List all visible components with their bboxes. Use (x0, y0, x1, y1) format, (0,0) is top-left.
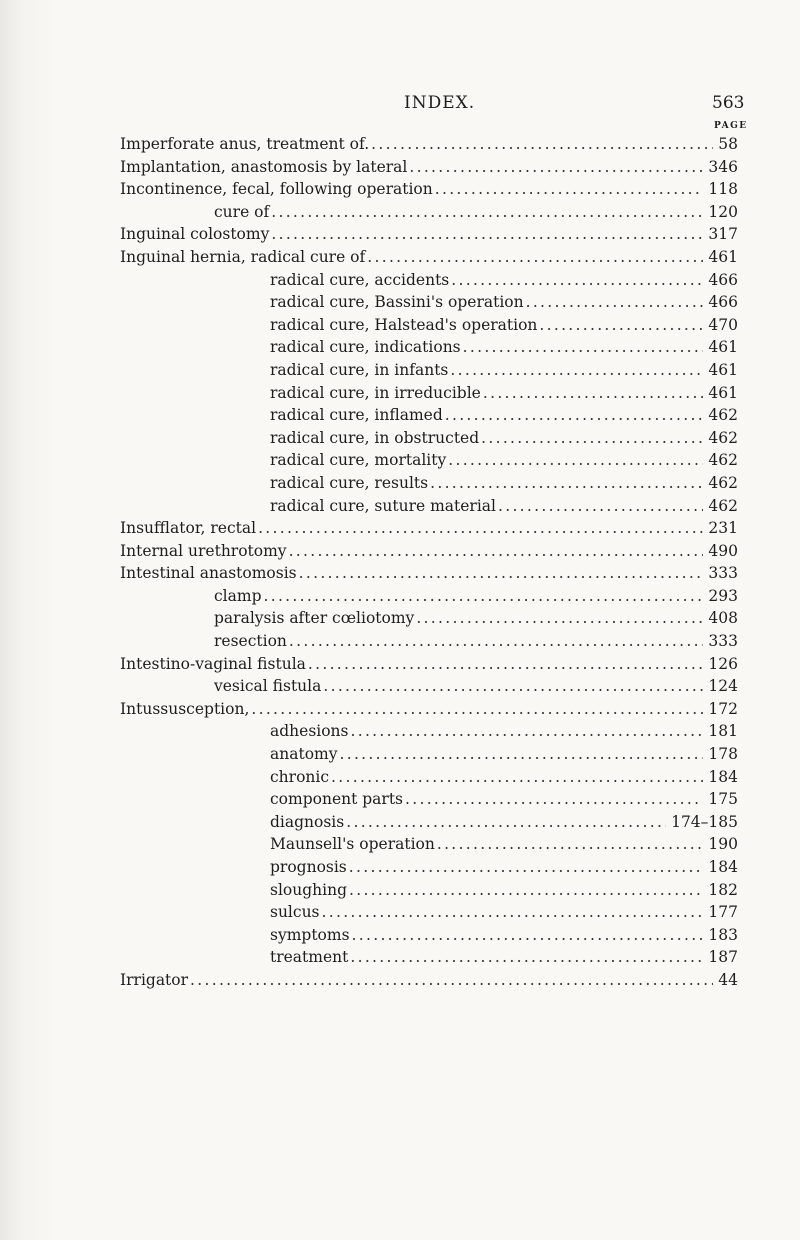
entry-page-number: 181 (708, 722, 738, 741)
entry-page-number: 120 (708, 202, 738, 221)
index-entry (120, 698, 738, 721)
entry-page-number: 184 (708, 767, 738, 786)
entry-page-number: 187 (708, 948, 738, 967)
entry-label: vesical fistula (214, 677, 322, 696)
dot-leader (371, 133, 713, 156)
entry-label: radical cure, suture material (270, 496, 496, 515)
entry-label: symptoms (270, 925, 350, 944)
index-entry (120, 720, 738, 743)
entry-page-number: 178 (708, 745, 738, 764)
entry-label: diagnosis (270, 812, 345, 831)
entry-label: clamp (214, 586, 262, 605)
entry-label: prognosis (270, 858, 347, 876)
entry-page-number: 462 (708, 473, 738, 492)
index-entry (120, 314, 738, 337)
entry-page-number: 124 (708, 677, 738, 696)
entry-label: radical cure, Halstead's operation (270, 315, 538, 334)
dot-leader (451, 269, 703, 292)
page-header (0, 93, 800, 119)
entry-page-number: 490 (708, 541, 738, 560)
index-entry (120, 675, 738, 698)
entry-page-number: 466 (708, 270, 738, 289)
entry-page-number: 461 (708, 247, 738, 266)
entry-label: Irrigator (120, 970, 189, 989)
entry-page-number: 462 (708, 428, 738, 447)
dot-leader (299, 562, 704, 585)
entry-label: radical cure, mortality (270, 451, 447, 470)
dot-leader (448, 449, 703, 472)
dot-leader (483, 382, 704, 405)
index-entry (120, 585, 738, 608)
running-title: INDEX. (404, 93, 476, 113)
index-entry (120, 449, 738, 472)
dot-leader (251, 698, 703, 721)
index-entry (120, 517, 738, 540)
index-entry (120, 291, 738, 314)
entry-page-number: 190 (708, 835, 738, 854)
entry-page-number: 177 (708, 903, 738, 922)
entry-label: anatomy (270, 745, 338, 764)
index-entry (120, 472, 738, 495)
dot-leader (271, 223, 703, 246)
dot-leader (351, 720, 704, 743)
index-entry (120, 766, 738, 789)
entry-label: Inguinal hernia, radical cure of (120, 247, 366, 266)
dot-leader (258, 517, 703, 540)
entry-page-number: 182 (708, 880, 738, 899)
entry-page-number: 44 (718, 970, 738, 989)
index-entry (120, 630, 738, 653)
entry-label: Incontinence, fecal, following operation (120, 180, 433, 199)
index-entry (120, 246, 738, 269)
dot-leader (463, 336, 704, 359)
dot-leader (450, 359, 703, 382)
dot-leader (289, 630, 704, 653)
entry-label: paralysis after cœliotomy (214, 609, 415, 628)
entry-page-number: 461 (708, 338, 738, 357)
entry-page-number: 466 (708, 293, 738, 312)
dot-leader (481, 427, 703, 450)
entry-page-number: 408 (708, 609, 738, 628)
dot-leader (349, 879, 703, 902)
dot-leader (346, 811, 666, 834)
entry-label: sloughing (270, 880, 347, 899)
entry-label: Maunsell's operation (270, 835, 435, 854)
index-entry (120, 359, 738, 382)
entry-label: Intestinal anastomosis (120, 564, 297, 583)
index-entry (120, 540, 738, 563)
page-number: 563 (712, 93, 745, 113)
entry-page-number: 118 (708, 180, 738, 199)
entry-label: radical cure, in infants (270, 360, 449, 379)
dot-leader (367, 246, 703, 269)
index-entry (120, 201, 738, 224)
entry-page-number: 333 (708, 564, 738, 583)
entry-label: treatment (270, 948, 349, 967)
entry-page-number: 126 (708, 654, 738, 673)
entry-page-number: 461 (708, 360, 738, 379)
entry-label: radical cure, Bassini's operation (270, 293, 524, 312)
index-entry (120, 788, 738, 811)
index-entry (120, 653, 738, 676)
dot-leader (435, 178, 704, 201)
index-entry (120, 404, 738, 427)
index-entry (120, 269, 738, 292)
dot-leader (350, 946, 703, 969)
dot-leader (339, 743, 703, 766)
index-entries (120, 133, 738, 992)
dot-leader (308, 653, 704, 676)
entry-label: radical cure, in obstructed (270, 428, 480, 447)
dot-leader (430, 472, 703, 495)
index-entry (120, 562, 738, 585)
entry-label: radical cure, results (270, 473, 429, 492)
dot-leader (331, 766, 703, 789)
entry-page-number: 346 (708, 157, 738, 176)
entry-label: radical cure, inflamed (270, 406, 443, 425)
entry-page-number: 462 (708, 406, 738, 425)
index-entry (120, 811, 738, 834)
entry-label: component parts (270, 790, 404, 809)
entry-label: Intestino-vaginal fistula (120, 654, 306, 673)
entry-label: sulcus (270, 903, 320, 922)
dot-leader (352, 924, 704, 947)
dot-leader (409, 156, 703, 179)
entry-page-number: 333 (708, 632, 738, 651)
entry-label: resection (214, 632, 287, 651)
entry-label: Inguinal colostomy (120, 225, 270, 244)
entry-page-number: 175 (708, 790, 738, 809)
entry-label: chronic (270, 767, 330, 786)
entry-page-number: 462 (708, 451, 738, 470)
index-entry (120, 495, 738, 518)
entry-page-number: 183 (708, 925, 738, 944)
entry-page-number: 231 (708, 519, 738, 538)
entry-page-number: 470 (708, 315, 738, 334)
entry-page-number: 317 (708, 225, 738, 244)
entry-label: adhesions (270, 722, 349, 741)
entry-label: Insufflator, rectal (120, 519, 257, 538)
index-entry (120, 178, 738, 201)
index-entry (120, 607, 738, 630)
entry-label: cure of (214, 202, 270, 221)
entry-page-number: 174–185 (671, 812, 738, 831)
entry-page-number: 58 (718, 135, 738, 153)
dot-leader (445, 404, 704, 427)
dot-leader (349, 856, 704, 879)
index-entry (120, 969, 738, 992)
dot-leader (526, 291, 704, 314)
entry-label: Internal urethrotomy (120, 541, 287, 560)
dot-leader (289, 540, 704, 563)
index-entry (120, 924, 738, 947)
entry-page-number: 172 (708, 699, 738, 718)
entry-label: radical cure, accidents (270, 270, 450, 289)
index-entry (120, 901, 738, 924)
index-entry (120, 336, 738, 359)
dot-leader (539, 314, 703, 337)
dot-leader (323, 675, 703, 698)
index-entry (120, 133, 738, 156)
dot-leader (498, 495, 703, 518)
dot-leader (322, 901, 704, 924)
index-entry (120, 156, 738, 179)
entry-label: radical cure, indications (270, 338, 461, 357)
dot-leader (264, 585, 704, 608)
index-entry (120, 879, 738, 902)
dot-leader (405, 788, 703, 811)
entry-page-number: 461 (708, 383, 738, 402)
dot-leader (190, 969, 713, 992)
index-entry (120, 427, 738, 450)
index-entry (120, 946, 738, 969)
page-column-label: PAGE (714, 121, 748, 131)
entry-label: Intussusception, (120, 699, 250, 718)
index-entry (120, 856, 738, 879)
index-entry (120, 223, 738, 246)
index-entry (120, 382, 738, 405)
index-entry (120, 833, 738, 856)
dot-leader (416, 607, 703, 630)
entry-page-number: 462 (708, 496, 738, 515)
dot-leader (437, 833, 704, 856)
dot-leader (271, 201, 703, 224)
entry-label: Imperforate anus, treatment of. (120, 135, 370, 153)
entry-page-number: 293 (708, 586, 738, 605)
index-entry (120, 743, 738, 766)
entry-page-number: 184 (708, 858, 738, 876)
entry-label: radical cure, in irreducible (270, 383, 481, 402)
entry-label: Implantation, anastomosis by lateral (120, 157, 408, 176)
